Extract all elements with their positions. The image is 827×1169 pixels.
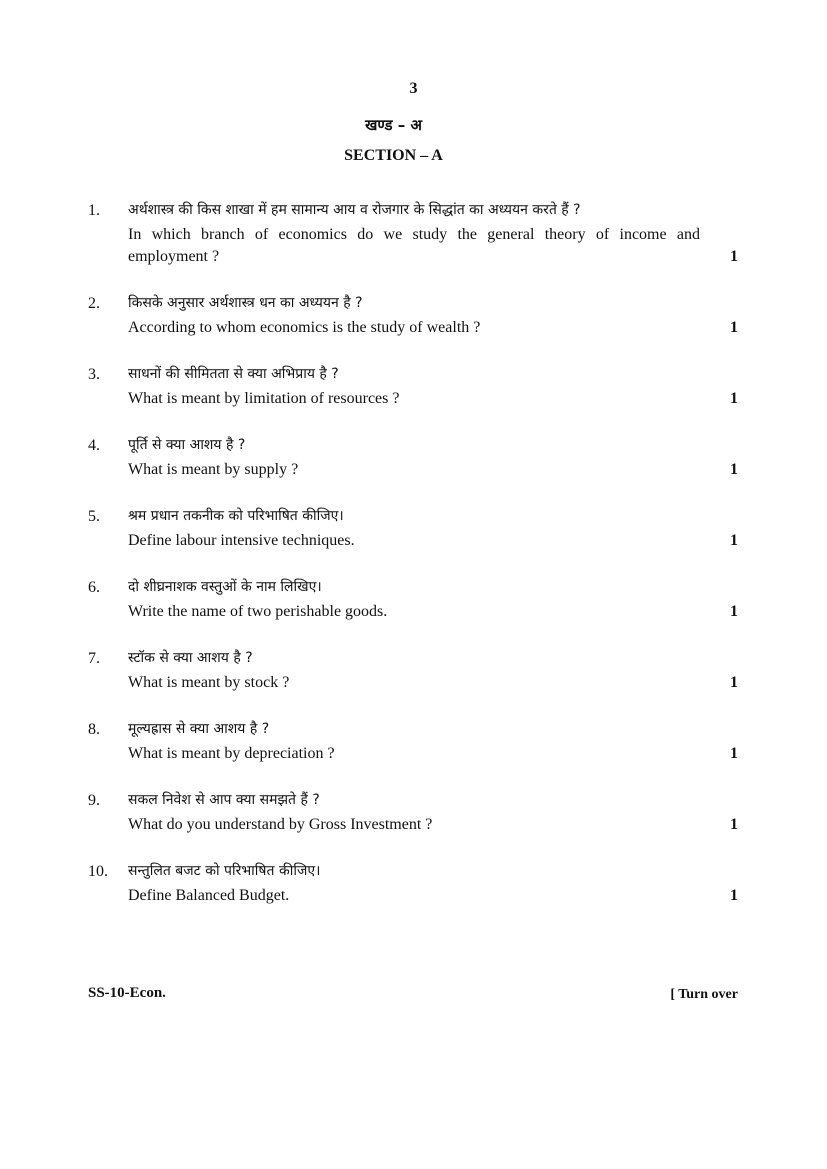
question-marks: 1 [730, 887, 738, 904]
question-text-hindi: मूल्यह्रास से क्या आशय है ? [128, 721, 270, 737]
question-number: 4. [88, 437, 100, 454]
question-number: 5. [88, 508, 100, 525]
question-marks: 1 [730, 461, 738, 478]
question-text-hindi: पूर्ति से क्या आशय है ? [128, 437, 246, 453]
question-text-english: Define labour intensive techniques. [128, 532, 355, 549]
question-marks: 1 [730, 319, 738, 336]
question-text-hindi: स्टॉक से क्या आशय है ? [128, 650, 253, 666]
footer-paper-code: SS-10-Econ. [88, 985, 166, 1001]
question-marks: 1 [730, 390, 738, 407]
question-text-english: According to whom economics is the study of wealth ? [128, 319, 481, 336]
question-number: 10. [88, 863, 108, 880]
question-text-hindi: सन्तुलित बजट को परिभाषित कीजिए। [128, 863, 321, 879]
question-marks: 1 [730, 816, 738, 833]
question-number: 2. [88, 295, 100, 312]
question-item [88, 362, 740, 410]
section-heading-hindi: खण्ड – अ [365, 116, 422, 134]
question-marks: 1 [730, 248, 738, 265]
question-item [88, 859, 740, 907]
section-heading-english: SECTION – A [344, 147, 443, 164]
footer-turn-over: [ Turn over [670, 987, 738, 1002]
question-number: 8. [88, 721, 100, 738]
question-text-hindi: दो शीघ्रनाशक वस्तुओं के नाम लिखिए। [128, 579, 322, 595]
question-item [88, 788, 740, 836]
question-item [88, 198, 740, 268]
question-number: 9. [88, 792, 100, 809]
question-number: 7. [88, 650, 100, 667]
question-text-english: What is meant by depreciation ? [128, 745, 335, 762]
question-marks: 1 [730, 532, 738, 549]
question-text-hindi: श्रम प्रधान तकनीक को परिभाषित कीजिए। [128, 508, 344, 524]
question-marks: 1 [730, 674, 738, 691]
page-number: 3 [409, 80, 418, 97]
question-text-english: In which branch of economics do we study the general theory of income and employment ? [128, 226, 700, 265]
question-item [88, 433, 740, 481]
question-item [88, 575, 740, 623]
question-text-english: What is meant by supply ? [128, 461, 299, 478]
question-list [88, 198, 740, 930]
question-text-hindi: अर्थशास्त्र की किस शाखा में हम सामान्य आय व रोजगार के सिद्धांत का अध्ययन करते हैं ? [128, 202, 581, 218]
question-item [88, 717, 740, 765]
question-item [88, 504, 740, 552]
question-text-english: What is meant by limitation of resources ? [128, 390, 400, 407]
question-marks: 1 [730, 603, 738, 620]
question-text-english: Define Balanced Budget. [128, 887, 290, 904]
question-text-hindi: साधनों की सीमितता से क्या अभिप्राय है ? [128, 366, 339, 382]
question-text-english: Write the name of two perishable goods. [128, 603, 388, 620]
question-text-hindi: सकल निवेश से आप क्या समझते हैं ? [128, 792, 320, 808]
question-text-english: What do you understand by Gross Investment ? [128, 816, 433, 833]
question-number: 1. [88, 202, 100, 219]
question-item [88, 646, 740, 694]
question-marks: 1 [730, 745, 738, 762]
question-number: 6. [88, 579, 100, 596]
question-text-english: What is meant by stock ? [128, 674, 290, 691]
question-text-hindi: किसके अनुसार अर्थशास्त्र धन का अध्ययन है ? [128, 295, 363, 311]
question-number: 3. [88, 366, 100, 383]
question-item [88, 291, 740, 339]
